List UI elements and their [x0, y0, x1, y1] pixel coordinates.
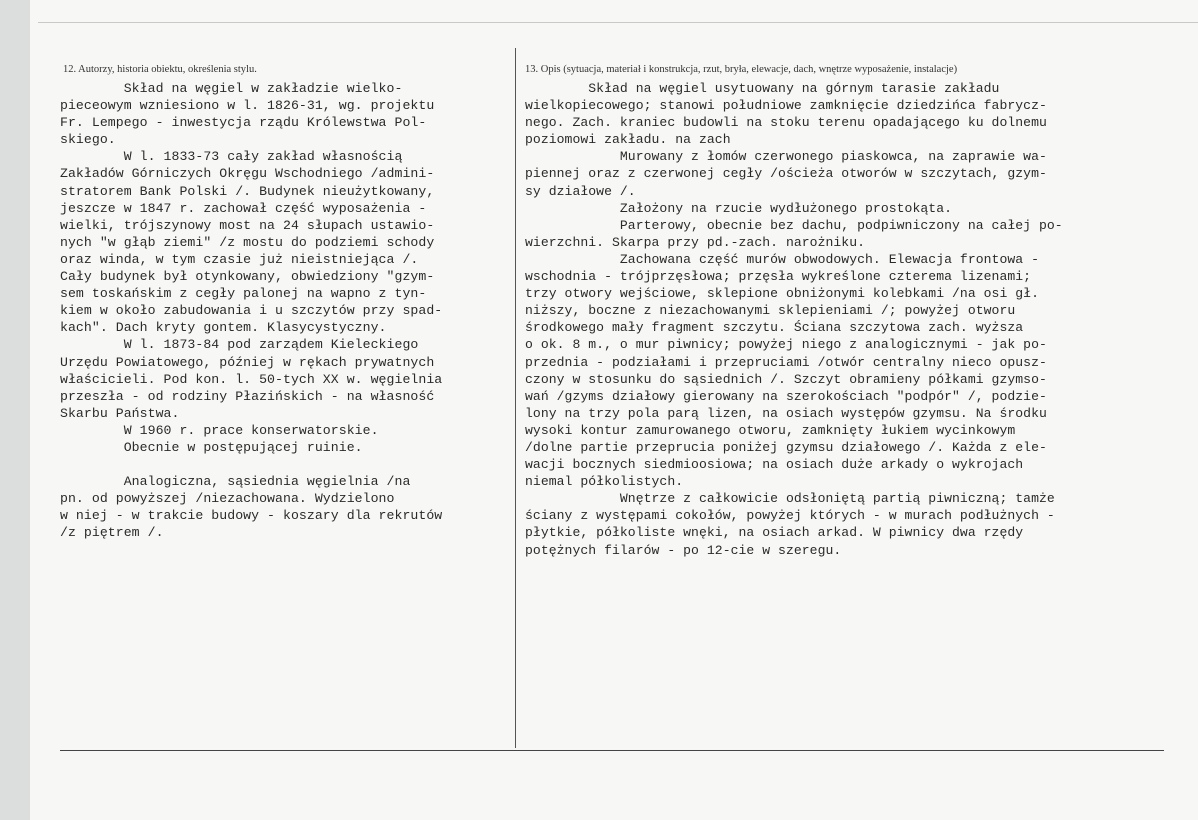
- text-line: skiego.: [60, 132, 116, 148]
- text-line: przednia - podziałami i przepruciami /otwór centralny nieco opusz-: [525, 354, 1047, 370]
- text-line: czony w stosunku do sąsiednich /. Szczyt obramieny półkami gzymso-: [525, 371, 1047, 387]
- text-line: środkowego mały fragment szczytu. Ściana szczytowa zach. wyższa: [525, 320, 1024, 336]
- text-line: Zachowana część murów obwodowych. Elewacja frontowa -: [525, 251, 1039, 267]
- text-line: lony na trzy pola parą lizen, na osiach występów gzymsu. Na środku: [525, 405, 1047, 421]
- text-line: kach". Dach kryty gontem. Klasycystyczny.: [60, 320, 387, 336]
- section-12-text: [60, 80, 510, 542]
- section-12-header: 12. Autorzy, historia obiektu, określenia stylu.: [63, 64, 257, 75]
- scan-edge: [0, 0, 30, 820]
- text-line: oraz winda, w tym czasie już nieistniejąca /.: [60, 251, 419, 267]
- text-line: Cały budynek był otynkowany, obwiedziony "gzym-: [60, 269, 435, 285]
- text-line: wierzchni. Skarpa przy pd.-zach. narożniku.: [525, 234, 866, 250]
- text-line: Obecnie w postępującej ruinie.: [60, 439, 363, 455]
- text-line: Fr. Lempego - inwestycja rządu Królewstwa Pol-: [60, 115, 427, 131]
- text-line: wielkopiecowego; stanowi południowe zamknięcie dziedzińca fabrycz-: [525, 98, 1047, 114]
- text-line: wielki, trójszynowy most na 24 słupach ustawio-: [60, 217, 435, 233]
- text-line: W l. 1873-84 pod zarządem Kieleckiego: [60, 337, 419, 353]
- text-line: właścicieli. Pod kon. l. 50-tych XX w. węgielnia: [60, 371, 443, 387]
- text-line: Parterowy, obecnie bez dachu, podpiwniczony na całej po-: [525, 217, 1063, 233]
- text-line: wacji bocznych siedmioosiowa; na osiach duże arkady o wykrojach: [525, 457, 1024, 473]
- text-line: płytkie, półkoliste wnęki, na osiach arkad. W piwnicy dwa rzędy: [525, 525, 1024, 541]
- text-line: Urzędu Powiatowego, później w rękach prywatnych: [60, 354, 435, 370]
- text-line: w niej - w trakcie budowy - koszary dla rekrutów: [60, 508, 443, 524]
- text-line: Skład na węgiel w zakładzie wielko-: [60, 81, 403, 96]
- text-line: W l. 1833-73 cały zakład własnością: [60, 149, 403, 165]
- text-line: pieceowym wzniesiono w l. 1826-31, wg. projektu: [60, 98, 435, 114]
- text-line: trzy otwory wejściowe, sklepione obniżonymi kolebkami /na osi gł.: [525, 286, 1039, 302]
- text-line: wań /gzyms działowy gierowany na szerokościach "podpór" /, podzie-: [525, 388, 1047, 404]
- text-line: nych "w głąb ziemi" /z mostu do podziemi schody: [60, 234, 435, 250]
- text-line: W 1960 r. prace konserwatorskie.: [60, 422, 379, 438]
- text-line: Analogiczna, sąsiednia węgielnia /na: [60, 474, 411, 490]
- text-line: [60, 456, 510, 473]
- text-line: /z piętrem /.: [60, 525, 164, 541]
- text-line: jeszcze w 1847 r. zachował część wyposażenia -: [60, 200, 427, 216]
- text-line: /dolne partie przeprucia poniżej gzymsu działowego /. Każda z ele-: [525, 439, 1047, 455]
- text-line: piennej oraz z czerwonej cegły /ościeża otworów w szczytach, gzym-: [525, 166, 1047, 182]
- text-line: niższy, boczne z niezachowanymi sklepieniami /; powyżej otworu: [525, 303, 1016, 319]
- text-line: o ok. 8 m., o mur piwnicy; powyżej niego z analogicznymi - jak po-: [525, 337, 1047, 353]
- text-line: ściany z występami cokołów, powyżej których - w murach podłużnych -: [525, 508, 1055, 524]
- text-line: przeszła - od rodziny Płazińskich - na własność: [60, 388, 435, 404]
- text-line: sy działowe /.: [525, 183, 636, 199]
- top-rule: [38, 22, 1198, 23]
- section-13-header: 13. Opis (sytuacja, materiał i konstrukcja, rzut, bryła, elewacje, dach, wnętrze wyposażenie, instalacje): [525, 64, 958, 75]
- text-line: nego. Zach. kraniec budowli na stoku terenu opadającego ku dolnemu: [525, 115, 1047, 131]
- bottom-rule: [60, 750, 1164, 751]
- text-line: Skład na węgiel usytuowany na górnym tarasie zakładu: [525, 81, 1000, 96]
- text-line: wysoki kontur zamurowanego otworu, zamknięty łukiem wycinkowym: [525, 422, 1016, 438]
- text-line: Skarbu Państwa.: [60, 405, 180, 421]
- text-line: poziomowi zakładu. na zach: [525, 132, 731, 148]
- text-line: wschodnia - trójprzęsłowa; przęsła wykreślone czterema lizenami;: [525, 269, 1032, 285]
- text-line: pn. od powyższej /niezachowana. Wydzielono: [60, 491, 395, 507]
- column-divider: [515, 48, 516, 748]
- text-line: potężnych filarów - po 12-cie w szeregu.: [525, 542, 842, 558]
- text-line: sem toskańskim z cegły palonej na wapno z tyn-: [60, 286, 427, 302]
- text-line: Wnętrze z całkowicie odsłoniętą partią piwniczną; tamże: [525, 491, 1055, 507]
- text-line: niemal półkolistych.: [525, 474, 684, 490]
- text-line: Zakładów Górniczych Okręgu Wschodniego /admini-: [60, 166, 435, 182]
- text-line: kiem w około zabudowania i u szczytów przy spad-: [60, 303, 443, 319]
- section-13-text: [525, 80, 1175, 559]
- text-line: Założony na rzucie wydłużonego prostokąta.: [525, 200, 953, 216]
- text-line: stratorem Bank Polski /. Budynek nieużytkowany,: [60, 183, 435, 199]
- text-line: Murowany z łomów czerwonego piaskowca, na zaprawie wa-: [525, 149, 1047, 165]
